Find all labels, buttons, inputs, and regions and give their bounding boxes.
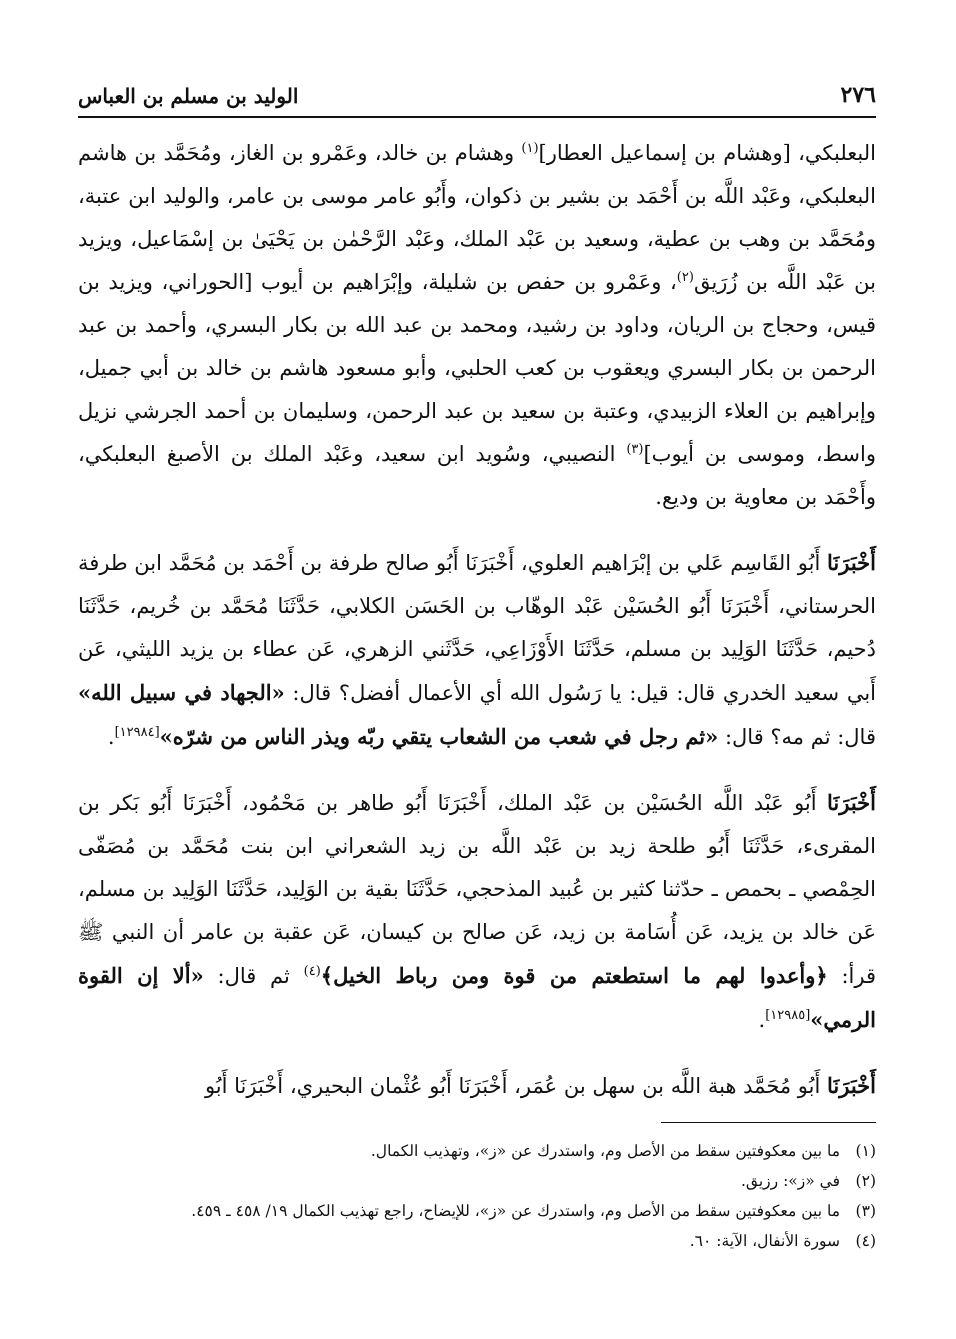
text-segment: قال: ثم مه؟ قال: — [718, 725, 876, 749]
footnote-text: في «ز»: رزيق. — [741, 1172, 840, 1190]
footnote-ref-2[interactable]: (٢) — [676, 270, 694, 285]
footnote-4 — [78, 1226, 876, 1256]
text-segment: النصيبي، وسُويد ابن سعيد، وعَبْد الملك بن الأصبغ البعلبكي، وأَحْمَد بن معاوية بن وديع. — [78, 442, 876, 509]
footnote-number: (٤) — [855, 1232, 876, 1250]
footnote-3 — [78, 1196, 876, 1226]
footnote-1 — [78, 1136, 876, 1166]
isnad-lead-word: أَخْبَرَنَا — [827, 1073, 876, 1098]
paragraph-narrators-list — [78, 132, 876, 519]
hadith-number: [١٢٩٨٤] — [114, 725, 160, 740]
paragraph-isnad-continued — [78, 1064, 876, 1108]
text-segment: ثم قال: — [203, 964, 304, 988]
footnotes — [78, 1136, 876, 1256]
footnote-2 — [78, 1166, 876, 1196]
main-text — [78, 132, 876, 1130]
text-segment: أَبُو مُحَمَّد هبة اللَّه بن سهل بن عُمَر، أَخْبَرَنَا أَبُو عُثْمان البحيري، أَخْبَرَنَا أَبُو — [204, 1074, 828, 1098]
paragraph-hadith-jihad — [78, 541, 876, 759]
hadith-text: «ألا إن القوة الرمي» — [78, 963, 876, 1032]
text-segment: أَبُو القَاسِم عَلي بن إبْرَاهيم العلوي، أَخْبَرَنَا أَبُو صالح طرفة بن أَحْمَد بن مُحَمَّد ابن طرفة الحرستاني، أَخْبَرَنَا أَبُو الحُسَيْن عَبْد الوهّاب بن الحَسَن الكلابي، حَدَّثَنَا مُحَمَّد بن خُريم، حَدَّثَنَا دُحيم، حَدَّثَنَا الوَلِيد بن مسلم، حَدَّثَنَا الأَوْزَاعِي، حَدَّثَني الزهري، عَن عطاء بن يزيد الليثي، عَن أَبي سعيد الخدري قال: قيل: يا رَسُول الله أي الأعمال أفضل؟ قال: — [78, 551, 876, 705]
text-segment: وهشام بن خالد، وعَمْرو بن الغاز، ومُحَمَّد بن هاشم البعلبكي، وعَبْد اللَّه بن أَحْمَد بن بشير بن ذكوان، وأَبُو عامر موسى بن عامر، والوليد ابن عتبة، ومُحَمَّد بن وهب بن عطية، وسعيد بن عَبْد الملك، وعَبْد الرَّحْمٰن بن يَحْيَىٰ بن إسْمَاعيل، ويزيد بن عَبْد اللَّه بن زُرَيق — [78, 141, 876, 294]
footnote-ref-4[interactable]: (٤) — [303, 964, 321, 979]
text-segment: البعلبكي، [وهشام بن إسماعيل العطار] — [538, 141, 876, 165]
page-number: ٢٧٦ — [840, 82, 876, 108]
footnote-number: (١) — [855, 1142, 876, 1160]
footnote-separator — [661, 1122, 876, 1123]
footnote-ref-3[interactable]: (٣) — [626, 442, 644, 457]
quran-verse: ﴿وأعدوا لهم ما استطعتم من قوة ومن رباط الخيل﴾ — [320, 963, 828, 988]
text-segment: . — [107, 725, 115, 749]
hadith-text: «ثم رجل في شعب من الشعاب يتقي ربّه ويذر الناس من شرّه» — [159, 724, 719, 749]
text-segment: . — [758, 1008, 766, 1032]
isnad-lead-word: أَخْبَرَنَا — [827, 790, 876, 815]
hadith-number: [١٢٩٨٥] — [765, 1008, 811, 1023]
running-title: الوليد بن مسلم بن العباس — [78, 84, 299, 108]
footnote-text: سورة الأنفال، الآية: ٦٠. — [689, 1232, 840, 1250]
footnote-text: ما بين معكوفتين سقط من الأصل وم، واستدرك عن «ز»، للإيضاح، راجع تهذيب الكمال ١٩/ ٤٥٨ ـ ٤٥٩. — [191, 1202, 840, 1220]
hadith-text: «الجهاد في سبيل الله» — [78, 680, 285, 705]
text-segment: ، وعَمْرو بن حفص بن شليلة، وإبْرَاهيم بن أيوب [الحوراني، ويزيد بن قيس، وحجاج بن الريان، وداود بن رشيد، ومحمد بن عبد الله بن بكار البسري، وأحمد بن عبد الرحمن بن بكار البسري ويعقوب بن كعب الحلبي، وأبو مسعود هاشم بن خالد بن أبي جميل، وإبراهيم بن العلاء الزبيدي، وعتبة بن سعيد بن عبد الرحمن، وسليمان بن أحمد الجرشي نزيل واسط، وموسى بن أيوب] — [78, 270, 876, 466]
footnote-ref-1[interactable]: (١) — [521, 141, 539, 156]
paragraph-hadith-archery — [78, 781, 876, 1042]
footnote-number: (٢) — [855, 1172, 876, 1190]
footnote-number: (٣) — [855, 1202, 876, 1220]
page-header — [78, 68, 876, 118]
text-segment: أَبُو عَبْد اللَّه الحُسَيْن بن عَبْد الملك، أَخْبَرَنَا أَبُو طاهر بن مَحْمُود، أَخْبَرَنَا أَبُو بَكر بن المقرىء، حَدَّثَنَا أَبُو طلحة زيد بن عَبْد اللَّه بن زيد الشعراني ابن بنت مُحَمَّد بن مُصَفّى الحِمْصي ـ بحمص ـ حدّثنا كثير بن عُبيد المذحجي، حَدَّثَنَا بقية بن الوَلِيد، حَدَّثَنَا الوَلِيد بن مسلم، عَن خالد بن يزيد، عَن أُسَامة بن زيد، عَن صالح بن كيسان، عَن عقبة بن عامر أن النبي ﷺ قرأ: — [78, 791, 876, 988]
isnad-lead-word: أَخْبَرَنَا — [827, 550, 876, 575]
footnote-text: ما بين معكوفتين سقط من الأصل وم، واستدرك عن «ز»، وتهذيب الكمال. — [370, 1142, 840, 1160]
